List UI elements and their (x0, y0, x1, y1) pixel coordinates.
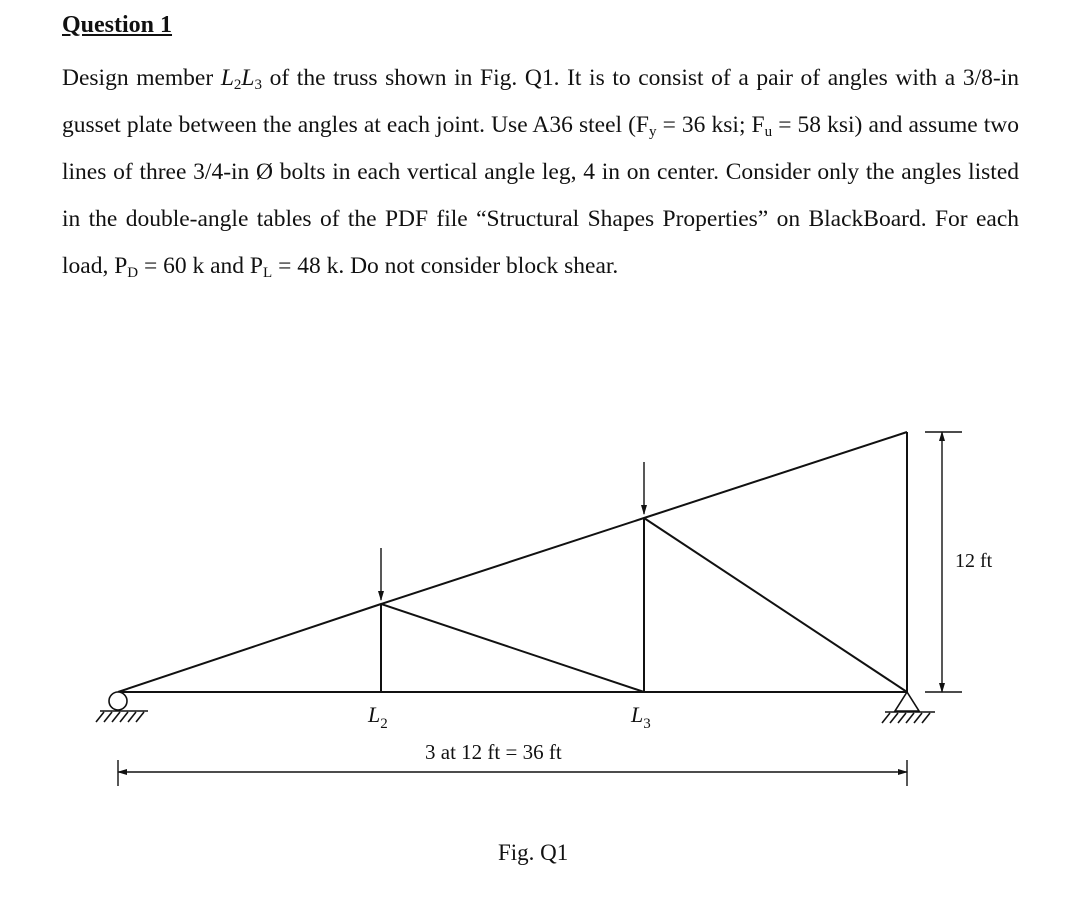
text-run: of the truss shown in Fig. Q1. It is to consist of a pair of angles with a 3/8-in gusset plate between the angles at each joint. Use A36 steel (F (62, 65, 1019, 138)
subscript-run: D (127, 265, 139, 281)
question-title: Question 1 (62, 12, 173, 38)
figure-caption: Fig. Q1 (498, 840, 569, 865)
subscript-run: y (649, 124, 657, 140)
subscript-run: 3 (254, 77, 262, 93)
text-run: Design member (62, 65, 221, 91)
joint-label-L3: $L_3$ (631, 702, 651, 732)
subscript-run: L (263, 265, 273, 281)
italic-run: L (220, 65, 234, 91)
text-run: = 36 ksi; F (656, 112, 765, 138)
text-run: = 58 ksi) and assume two lines of three 3/4-in Ø bolts in each vertical angle leg, 4 in on center. Consider only the angles listed in the double-angle tables of the PDF file “Structural Shapes Properties” on BlackBoard. For each load, P (62, 112, 1019, 279)
truss-members (118, 432, 907, 692)
text-run: = 48 k. Do not consider block shear. (272, 253, 619, 279)
joint-label-L2: $L_2$ (368, 702, 388, 732)
span-dimension-label: 3 at 12 ft = 36 ft (425, 740, 562, 764)
text-run: = 60 k and P (138, 253, 264, 279)
pin-support (882, 692, 935, 723)
roller-support (96, 692, 148, 722)
diagonal-member-2 (644, 518, 907, 692)
subscript-run: 2 (233, 77, 242, 93)
height-dimension-label: 12 ft (955, 550, 993, 572)
subscript-run: u (764, 124, 773, 140)
top-chord (118, 432, 907, 692)
italic-run: L (241, 65, 255, 91)
diagonal-member-1 (381, 604, 644, 692)
